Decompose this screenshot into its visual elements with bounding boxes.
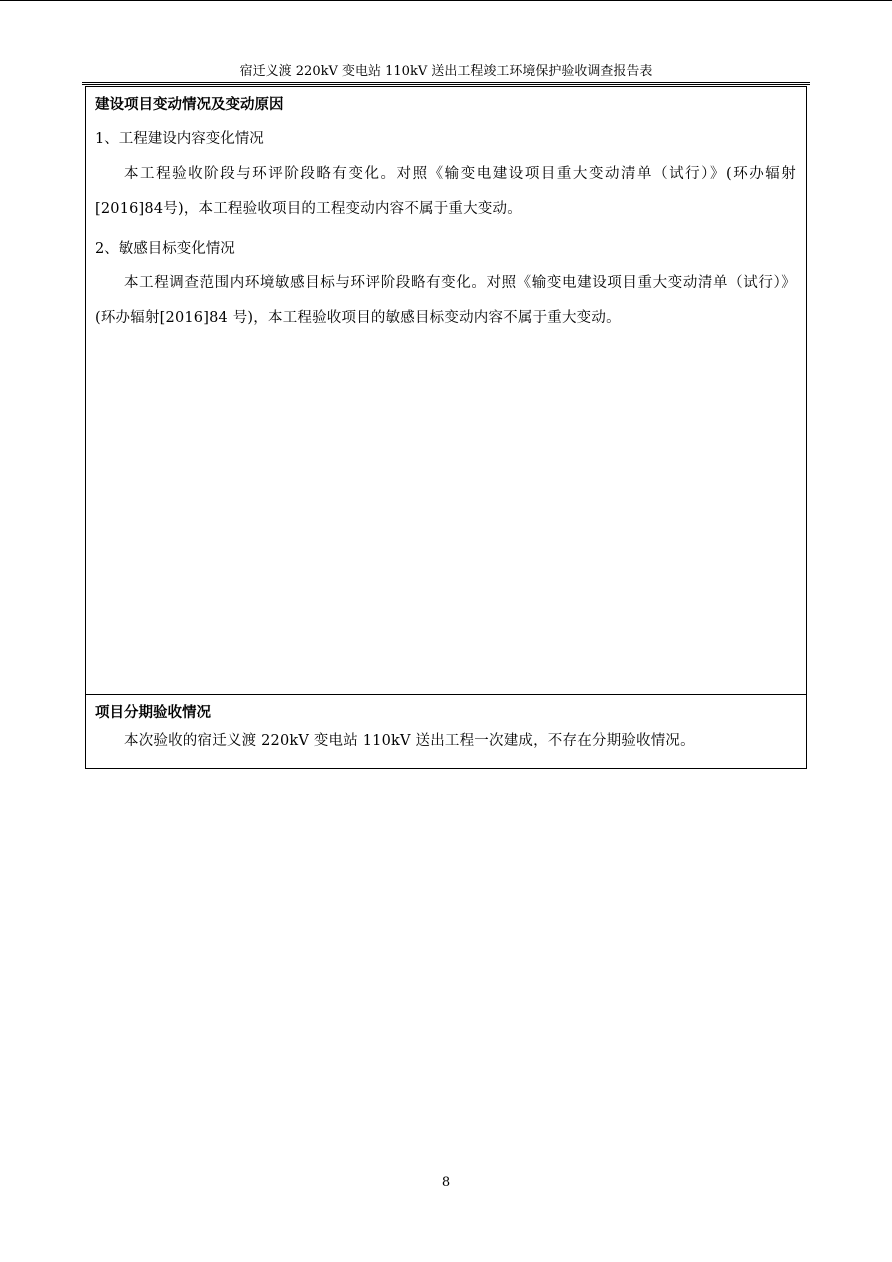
- page-header: 宿迁义渡 220kV 变电站 110kV 送出工程竣工环境保护验收调查报告表: [239, 64, 653, 79]
- paragraph-phased-acceptance: 本次验收的宿迁义渡 220kV 变电站 110kV 送出工程一次建成，不存在分期验收情况。: [124, 733, 695, 749]
- section-title-project-changes: 建设项目变动情况及变动原因: [95, 96, 284, 113]
- page-number: 8: [441, 1175, 451, 1190]
- report-table: [85, 86, 807, 769]
- paragraph-construction-changes: 本工程验收阶段与环评阶段略有变化。对照《输变电建设项目重大变动清单（试行）》(环办辐射[2016]84号)，本工程验收项目的工程变动内容不属于重大变动。: [95, 166, 796, 217]
- paragraph-sensitive-target-changes: 本工程调查范围内环境敏感目标与环评阶段略有变化。对照《输变电建设项目重大变动清单（试行）》(环办辐射[2016]84 号)，本工程验收项目的敏感目标变动内容不属于重大变动。: [95, 275, 796, 326]
- section-project-changes: [86, 87, 806, 695]
- subheading-construction-changes: 1、工程建设内容变化情况: [95, 131, 264, 147]
- section-phased-acceptance: [86, 695, 806, 768]
- header-rule-secondary: [82, 84, 810, 85]
- top-border-line: [0, 0, 892, 1]
- subheading-sensitive-target-changes: 2、敏感目标变化情况: [95, 241, 235, 257]
- header-rule: [82, 82, 810, 83]
- section-title-phased-acceptance: 项目分期验收情况: [95, 704, 211, 721]
